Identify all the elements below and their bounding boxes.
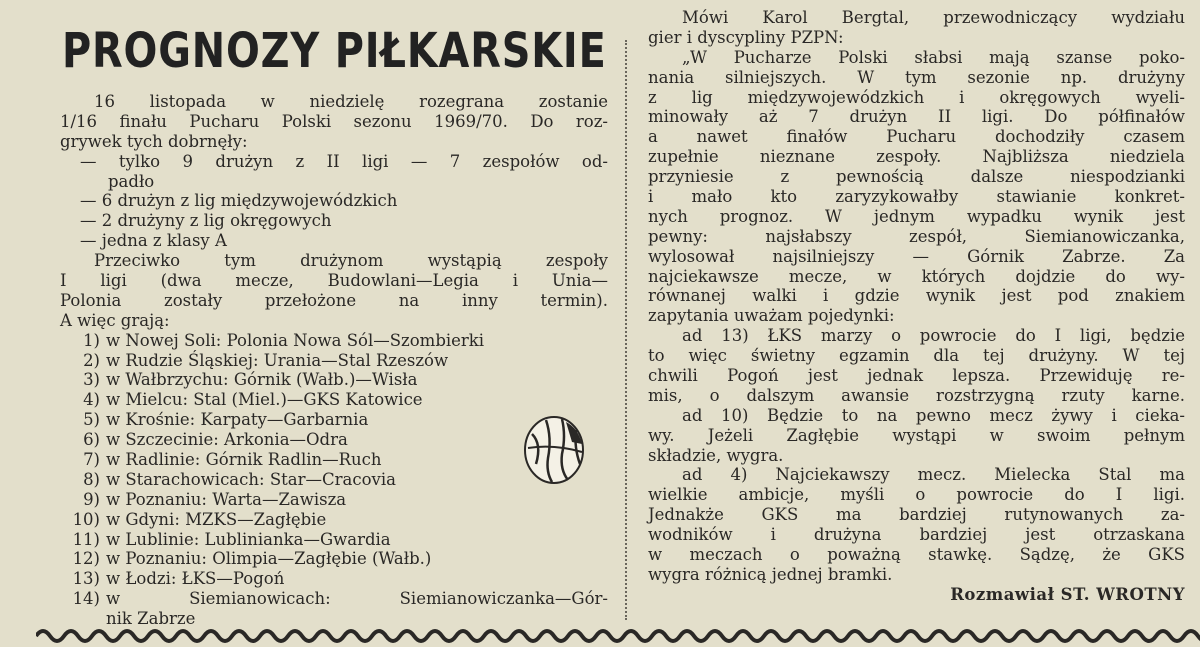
- match-list-item: [60, 490, 608, 510]
- text-line: najciekawsze mecze, w których dojdzie do wy-: [648, 266, 1185, 286]
- match-number: 1): [83, 330, 100, 350]
- match-number: 6): [83, 430, 100, 450]
- match-number: 7): [83, 450, 100, 470]
- match-text: w Nowej Soli: Polonia Nowa Sól—Szombierki: [106, 330, 485, 350]
- text-line: 16 listopada w niedzielę rozegrana zostanie: [94, 92, 608, 111]
- column-divider: [625, 40, 627, 620]
- match-text: w Łodzi: ŁKS—Pogoń: [106, 569, 285, 589]
- match-text: w Szczecinie: Arkonia—Odra: [106, 430, 348, 450]
- decorative-wavy-border: [36, 624, 1200, 647]
- match-text: w Krośnie: Karpaty—Garbarnia: [106, 410, 369, 430]
- match-text: w Rudzie Śląskiej: Urania—Stal Rzeszów: [106, 350, 449, 370]
- article-title: PROGNOZY PIŁKARSKIE: [62, 23, 607, 79]
- text-line: przyniesie z pewnością dalsze niespodzianki: [648, 167, 1185, 187]
- text-line: zupełnie nieznane zespoły. Najbliższa niedziela: [648, 147, 1185, 167]
- text-line: 1/16 finału Pucharu Polski sezonu 1969/70. Do roz-: [60, 111, 608, 131]
- match-list-item: [60, 569, 608, 589]
- match-text: w Poznaniu: Warta—Zawisza: [106, 489, 347, 509]
- match-text-continuation: nik Zabrze: [106, 609, 196, 629]
- text-line: z lig międzywojewódzkich i okręgowych wyeli-: [648, 87, 1185, 107]
- match-text: w Wałbrzychu: Górnik (Wałb.)—Wisła: [106, 370, 418, 390]
- match-number: 11): [72, 529, 100, 549]
- match-list-item: [60, 390, 608, 410]
- text-line: zapytania uważam pojedynki:: [648, 306, 895, 326]
- text-line: wygra różnicą jednej bramki.: [648, 564, 893, 584]
- text-line: ad 10) Będzie to na pewno mecz żywy i cieka-: [682, 405, 1185, 425]
- match-list-item: [60, 589, 608, 609]
- text-line: Mówi Karol Bergtal, przewodniczący wydziału: [682, 8, 1185, 27]
- text-line: równanej walki i gdzie wynik jest pod znakiem: [648, 286, 1185, 306]
- match-number: 8): [83, 469, 100, 489]
- text-line: I ligi (dwa mecze, Budowlani—Legia i Unia—: [60, 271, 608, 291]
- match-number: 14): [72, 589, 100, 609]
- text-line: Jednakże GKS ma bardziej rutynowanych za-: [648, 505, 1185, 525]
- text-line: Polonia zostały przełożone na inny termin).: [60, 290, 608, 310]
- text-line: nania silniejszych. W tym sezonie np. drużyny: [648, 67, 1185, 87]
- text-line: grywek tych dobrnęły:: [60, 131, 248, 151]
- text-line: A więc grają:: [60, 310, 170, 330]
- text-line: to więc świetny egzamin dla tej drużyny. W tej: [648, 346, 1185, 366]
- match-number: 10): [72, 509, 100, 529]
- match-text: w Lublinie: Lublinianka—Gwardia: [106, 529, 391, 549]
- match-list-item: [60, 370, 608, 390]
- text-line: wodników i drużyna bardziej jest otrzaskana: [648, 525, 1185, 545]
- text-line: a nawet finałów Pucharu dochodziły czasem: [648, 127, 1185, 147]
- text-line: Przeciwko tym drużynom wystąpią zespoły: [94, 251, 608, 271]
- match-list-item: [60, 549, 608, 569]
- match-text: w Starachowicach: Star—Cracovia: [106, 469, 396, 489]
- match-list-item: [60, 530, 608, 550]
- left-column: [60, 92, 608, 629]
- text-line: i mało kto zaryzykowałby stawianie konkret-: [648, 187, 1185, 207]
- text-line: — 2 drużyny z lig okręgowych: [80, 211, 332, 231]
- match-text: w Gdyni: MZKS—Zagłębie: [106, 509, 327, 529]
- text-line: mis, o dalszym awansie rozstrzygną rzuty karne.: [648, 385, 1185, 405]
- match-number: 13): [72, 569, 100, 589]
- text-line: — jedna z klasy A: [80, 231, 227, 251]
- right-column: [648, 8, 1185, 605]
- match-list-item: [60, 510, 608, 530]
- text-line: padło: [108, 171, 155, 191]
- text-line: ad 4) Najciekawszy mecz. Mielecka Stal ma: [682, 465, 1185, 485]
- text-line: — tylko 9 drużyn z II ligi — 7 zespołów od-: [80, 151, 608, 171]
- text-line: pewny: najsłabszy zespół, Siemianowiczanka,: [648, 226, 1185, 246]
- text-line: wy. Jeżeli Zagłębie wystąpi w swoim pełnym: [648, 425, 1185, 445]
- match-text: w Poznaniu: Olimpia—Zagłębie (Wałb.): [106, 549, 432, 569]
- text-line: wielkie ambicje, myśli o powrocie do I ligi.: [648, 485, 1185, 505]
- match-list-item: [60, 331, 608, 351]
- match-list-item: [60, 351, 608, 371]
- byline: Rozmawiał ST. WROTNY: [950, 584, 1185, 604]
- text-line: gier i dyscypliny PZPN:: [648, 27, 844, 47]
- text-line: ad 13) ŁKS marzy o powrocie do I ligi, będzie: [682, 326, 1185, 346]
- text-line: składzie, wygra.: [648, 445, 784, 465]
- text-line: minowały aż 7 drużyn II ligi. Do półfinałów: [648, 107, 1185, 127]
- text-line: chwili Pogoń jest jednak lepsza. Przewiduję re-: [648, 366, 1185, 386]
- match-number: 12): [72, 549, 100, 569]
- text-line: w meczach o poważną stawkę. Sądzę, że GKS: [648, 545, 1185, 565]
- text-line: wylosował najsilniejszy — Górnik Zabrze. Za: [648, 246, 1185, 266]
- match-number: 5): [83, 410, 100, 430]
- text-line: „W Pucharze Polski słabsi mają szanse poko-: [682, 47, 1185, 67]
- match-text: w Radlinie: Górnik Radlin—Ruch: [106, 450, 382, 470]
- text-line: — 6 drużyn z lig międzywojewódzkich: [80, 191, 398, 211]
- match-number: 3): [83, 370, 100, 390]
- match-number: 4): [83, 390, 100, 410]
- football-icon: [522, 414, 586, 486]
- match-number: 2): [83, 350, 100, 370]
- match-number: 9): [83, 489, 100, 509]
- match-text: w Siemianowicach: Siemianowiczanka—Gór-: [106, 589, 608, 609]
- text-line: nych prognoz. W jednym wypadku wynik jest: [648, 206, 1185, 226]
- match-text: w Mielcu: Stal (Miel.)—GKS Katowice: [106, 390, 423, 410]
